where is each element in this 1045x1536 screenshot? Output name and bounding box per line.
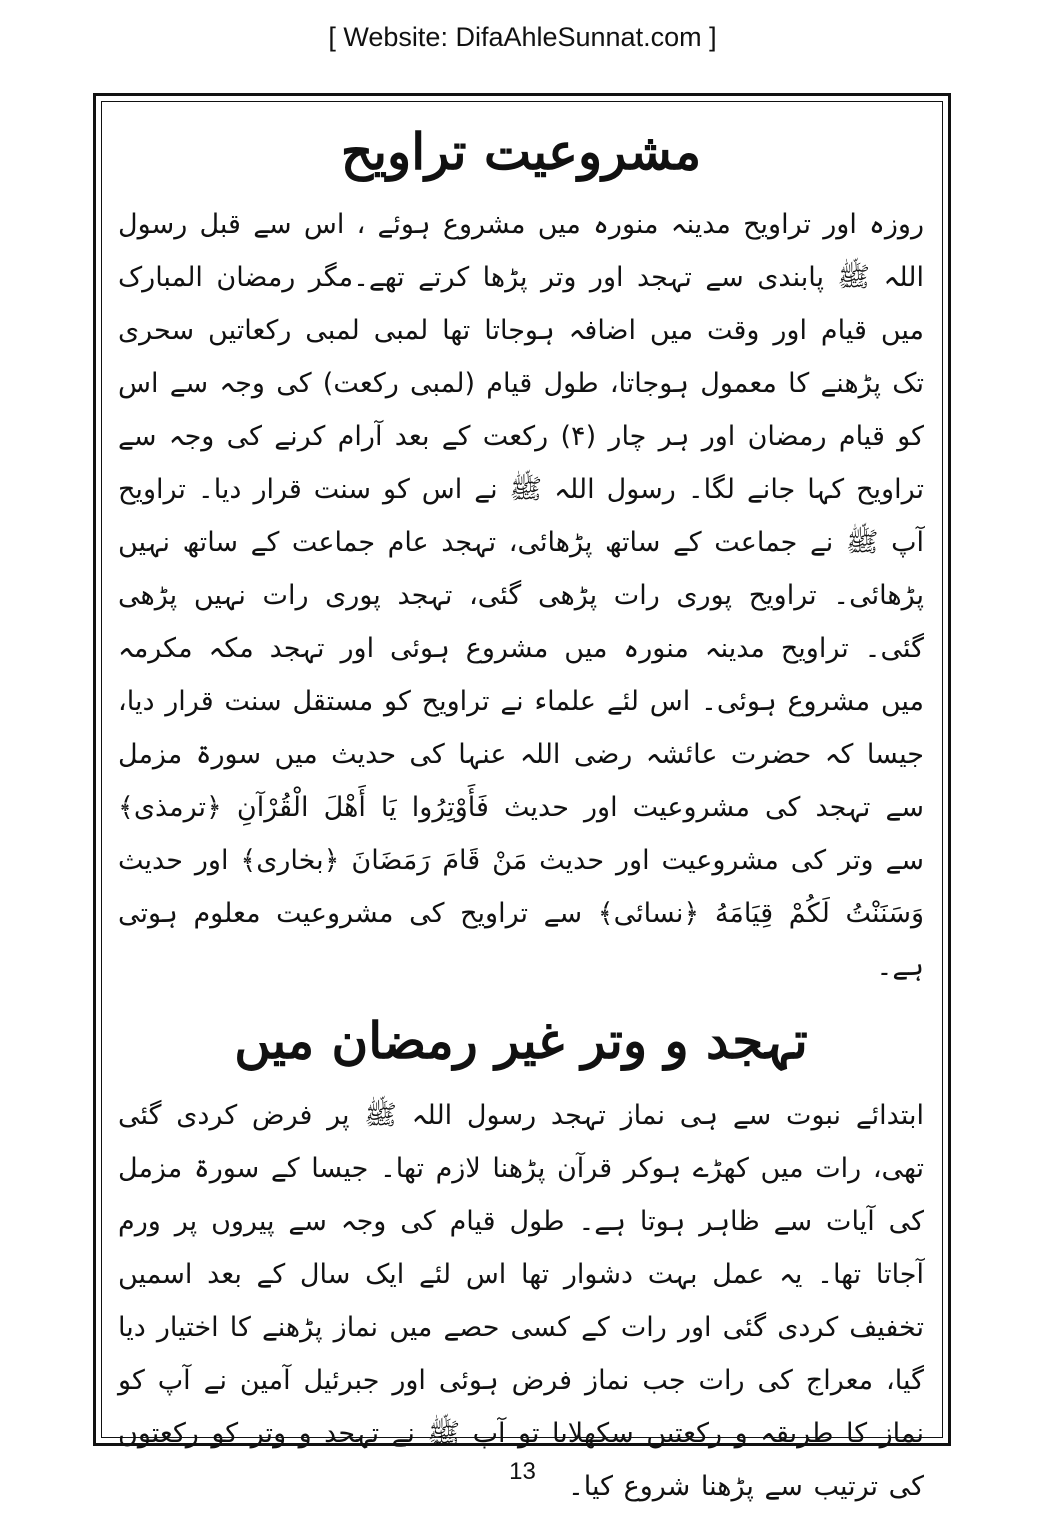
website-header: [ Website: DifaAhleSunnat.com ] bbox=[328, 22, 717, 52]
section-title-taraweeh: مشروعیت تراویح bbox=[340, 122, 702, 181]
section-body-tahajjud: ابتدائے نبوت سے ہی نماز تہجد رسول اللہ ﷺ پر فرض کردی گئی تھی، رات میں کھڑے ہوکر قرآن پڑھنا لازم تھا۔ جیسا کے سورۃ مزمل کی آیات سے ظاہر ہوتا ہے۔ طول قیام کی وجہ سے پیروں پر ورم آجاتا تھا۔ یہ عمل بہت دشوار تھا اس لئے ایک سال کے بعد اسمیں تخفیف کردی گئی اور رات کے کسی حصے میں نماز پڑھنے کا اختیار دیا گیا، معراج کی رات جب نماز فرض ہوئی اور جبرئیل آمین نے آپ کو نماز کا طریقہ و رکعتیں سکھلایا تو آپ ﷺ نے تہجد و وتر کو رکعتوں کی ترتیب سے پڑھنا شروع کیا۔ bbox=[118, 1100, 924, 1502]
section-title-tahajjud: تہجد و وتر غیر رمضان میں bbox=[234, 1011, 808, 1070]
page-number: 13 bbox=[509, 1458, 536, 1485]
section-body-taraweeh: روزہ اور تراویح مدینہ منورہ میں مشروع ہوئے ، اس سے قبل رسول اللہ ﷺ پابندی سے تہجد اور وتر پڑھا کرتے تھے۔مگر رمضان المبارک میں قیام اور وقت میں اضافہ ہوجاتا تھا لمبی لمبی رکعاتیں سحری تک پڑھنے کا معمول ہوجاتا، طول قیام (لمبی رکعت) کی وجہ سے اس کو قیام رمضان اور ہر چار (۴) رکعت کے بعد آرام کرنے کی وجہ سے تراویح کہا جانے لگا۔ رسول اللہ ﷺ نے اس کو سنت قرار دیا۔ تراویح آپ ﷺ نے جماعت کے ساتھ پڑھائی، تہجد عام جماعت کے ساتھ نہیں پڑھائی۔ تراویح پوری رات پڑھی گئی، تہجد پوری رات نہیں پڑھی گئی۔ تراویح مدینہ منورہ میں مشروع ہوئی اور تہجد مکہ مکرمہ میں مشروع ہوئی۔ اس لئے علماء نے تراویح کو مستقل سنت قرار دیا، جیسا کہ حضرت عائشہ رضی اللہ عنہا کی حدیث میں سورۃ مزمل سے تہجد کی مشروعیت اور حدیث فَأَوْتِرُوا يَا أَهْلَ الْقُرْآنِ ﴿ترمذی﴾ سے وتر کی مشروعیت اور حدیث مَنْ قَامَ رَمَضَانَ ﴿بخاری﴾ اور حدیث وَسَنَنْتُ لَكُمْ قِيَامَهُ ﴿نسائی﴾ سے تراویح کی مشروعیت معلوم ہوتی ہے۔ bbox=[118, 209, 924, 982]
